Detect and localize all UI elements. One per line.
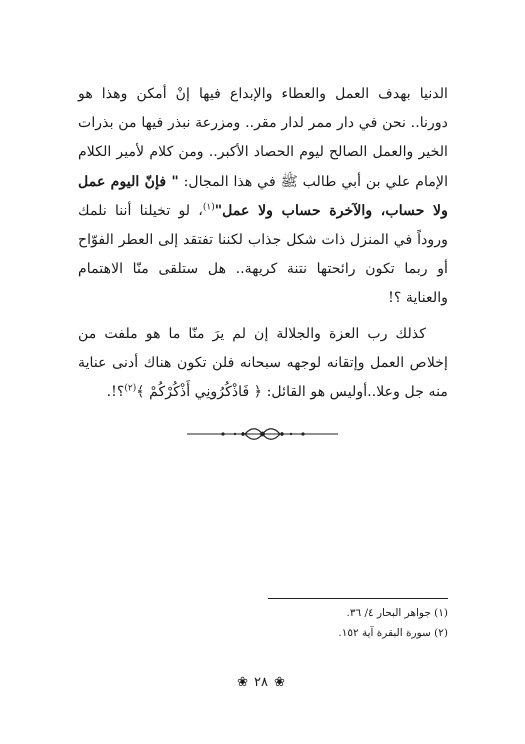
page-number-block (213, 672, 309, 692)
quran-verse: ﴿ فَاذْكُرُونِي أَذْكُرْكُمْ ﴾ (136, 384, 263, 401)
footnote-2: (٢) سورة البقرة آية ١٥٢. (338, 627, 448, 639)
imam-ali-quote: " فإنّ اليوم عمل ولا حساب، والآخرة حساب ولا عمل" (78, 173, 448, 219)
footnote-1: (١) جواهر البحار ٤/ ٣٦. (346, 607, 448, 619)
paragraph-1-text-c: ، لو تخيلنا أننا نلمك وروداً في المنزل ذات شكل جذاب لكننا تفتقد إلى العطر الفوّاح أو ربما تكون رائحتها نتنة كريهة.. هل ستلقى منّا الاهتمام والعناية ؟! (78, 202, 448, 307)
footnotes (200, 603, 448, 643)
footnote-ref-2: (٢) (124, 383, 137, 394)
page-number: ٢٨ (254, 674, 268, 690)
footnote-ref-1: (١) (202, 202, 215, 213)
paragraph-2-end: ؟!. (106, 384, 125, 401)
footnote-separator (268, 598, 448, 599)
honorific-symbol: ﷺ (280, 173, 298, 190)
divider-ornament (185, 424, 340, 444)
body-text (78, 80, 448, 407)
paragraph-2-text-a: كذلك رب العزة والجلالة إن لم يرَ منّا ما هو ملفت من إخلاص العمل وإتقانه لوجهه سبحانه فلن تكون هناك أدنى عناية منه جل وعلا..أوليس هو القائل: (78, 325, 448, 401)
page-number-ornament-left: ❀ (237, 674, 249, 690)
paragraph-2 (78, 320, 448, 408)
paragraph-1 (78, 80, 448, 314)
paragraph-1-text-a: الدنيا بهدف العمل والعطاء والإبداع فيها إنْ أمكن وهذا هو دورنا.. نحن في دار ممر لدار مقر.. ومزرعة نبذر فيها من بذرات الخير والعمل الصالح ليوم الحصاد الأكبر.. ومن كلام لأمير الكلام الإمام علي بن أبي طالب (78, 86, 449, 190)
paragraph-1-text-b: في هذا المجال: (178, 173, 281, 190)
page-number-ornament-right: ❀ (273, 674, 285, 690)
